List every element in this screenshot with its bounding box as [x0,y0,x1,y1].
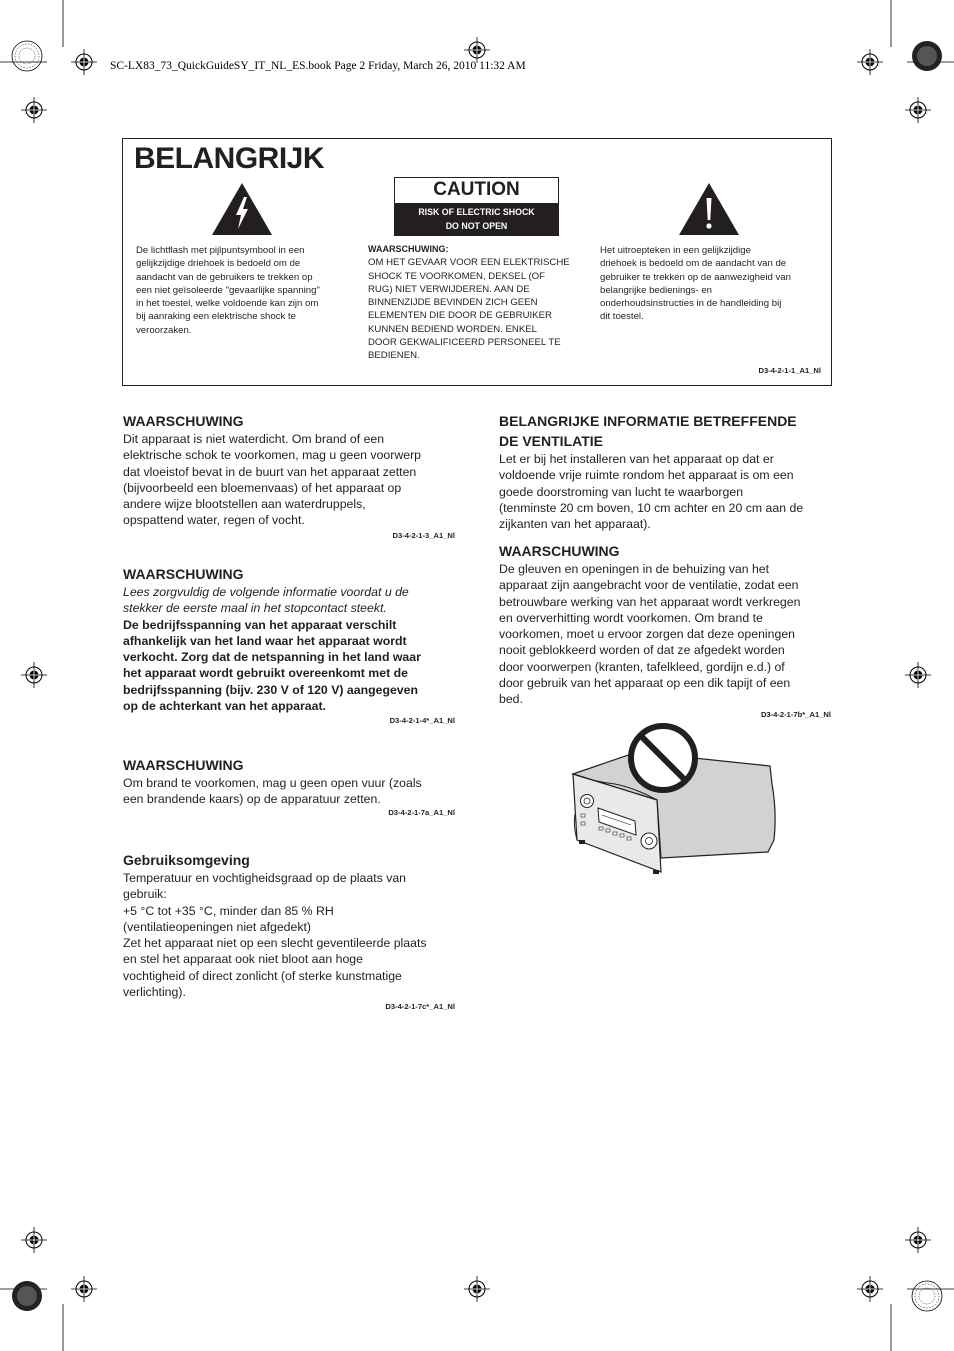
section-intro: Lees zorgvuldig de volgende informatie voordat u de stekker de eerste maal in het stopcontact steekt. [123,585,409,616]
section-body: Om brand te voorkomen, mag u geen open vuur (zoals een brandende kaars) op de apparatuur zetten. [123,776,422,807]
section-ventilation-info [499,411,831,532]
caution-label [394,177,559,236]
section-environment [123,850,455,1011]
lightning-explanation: De lichtflash met pijlpuntsymbool in een gelijkzijdige driehoek is bedoeld om de aandacht van de gebruikers te trekken op een niet geïsoleerde "gevaarlijke spanning" in het toestel, welke voldoende kan zijn om bij aanraking een elektrische shock te veroorzaken. [136,245,320,336]
section-body: Temperatuur en vochtigheidsgraad op de plaats van gebruik: +5 °C tot +35 °C, minder dan 85 % RH (ventilatieopeningen niet afgedekt) Zet het apparaat niet op een slecht geventileerde plaats en stel het apparaat ook niet bloot aan hoge vochtigheid of direct zonlicht (of sterke kunstmatige verlichting). [123,871,427,1000]
section-heading: BELANGRIJKE INFORMATIE BETREFFENDE DE VENTILATIE [499,413,797,449]
caution-title: CAUTION [433,179,520,200]
caution-subtitle [395,203,558,235]
caution-line-2: DO NOT OPEN [445,221,508,231]
reference-code: D3-4-2-1-4*_A1_Nl [389,716,455,726]
covered-receiver-illustration [565,722,835,902]
section-body: De gleuven en openingen in de behuizing van het apparaat zijn aangebracht voor de ventilatie, zodat een betrouwbare werking van het apparaat wordt verkregen en oververhitting wordt voorkomen. Om brand te voorkomen, moet u ervoor zorgen dat deze openingen nooit geblokkeerd worden of dat ze afgedekt worden door voorwerpen (kranten, tafelkleed, gordijn e.d.) of door gebruik van het apparaat op een dik tapijt of een bed. [499,562,801,707]
reference-code: D3-4-2-1-3_A1_Nl [392,530,455,540]
exclamation-explanation: Het uitroepteken in een gelijkzijdige driehoek is bedoeld om de aandacht van de gebruiker te trekken op de aanwezigheid van belangrijke bedienings- en onderhoudsinstructies in de handleiding bij dit toestel. [600,245,791,323]
section-body: Dit apparaat is niet waterdicht. Om brand of een elektrische schok te voorkomen, mag u geen voorwerp dat vloeistof bevat in de buurt van het apparaat zetten (bijvoorbeeld een bloemenvaas) of het apparaat op andere wijze blootstellen aan waterdruppels, opspattend water, regen of vocht. [123,432,422,528]
reference-code: D3-4-2-1-7b*_A1_Nl [760,709,831,719]
section-body: De bedrijfsspanning van het apparaat verschilt afhankelijk van het land waar het apparaat wordt verkocht. Zorg dat de netspanning in het land waar het apparaat wordt gebruikt overeenkomt met de bedrijfsspanning (bijv. 230 V of 120 V) aangegeven op de achterkant van het apparaat. [123,617,421,714]
section-water-warning [123,411,455,540]
section-openings-warning [499,541,831,719]
reference-code: D3-4-2-1-7c*_A1_Nl [385,1002,455,1012]
shock-warning-heading: WAARSCHUWING: [368,244,449,254]
section-heading: WAARSCHUWING [499,543,620,559]
section-fire-warning [123,755,455,817]
caution-line-1: RISK OF ELECTRIC SHOCK [418,207,535,217]
reference-code: D3-4-2-1-1_A1_Nl [758,366,821,375]
page-title: BELANGRIJK [134,142,325,175]
shock-warning-text: WAARSCHUWING: OM HET GEVAAR VOOR EEN ELEKTRISCHE SHOCK TE VOORKOMEN, DEKSEL (OF RUG) NIET VERWIJDEREN. AAN DE BINNENZIJDE BEVINDEN ZICH GEEN ELEMENTEN DIE DOOR DE GEBRUIKER KUNNEN BEDIEND WORDEN. ENKEL DOOR GEKWALIFICEERD PERSONEEL TE BEDIENEN. [368,243,588,363]
section-heading: WAARSCHUWING [123,413,244,429]
prohibited-sign-icon [631,726,695,790]
section-body: Let er bij het installeren van het apparaat op dat er voldoende vrije ruimte rondom het apparaat is om een goede doorstroming van lucht te waarborgen (tenminste 20 cm boven, 10 cm achter en 20 cm aan de zijkanten van het apparaat). [499,452,804,532]
lightning-triangle-icon [210,181,274,237]
file-header-line: SC-LX83_73_QuickGuideSY_IT_NL_ES.book Page 2 Friday, March 26, 2010 11:32 AM [110,60,526,72]
section-heading: Gebruiksomgeving [123,852,250,868]
section-heading: WAARSCHUWING [123,566,244,582]
section-heading: WAARSCHUWING [123,757,244,773]
exclamation-triangle-icon [677,181,741,237]
reference-code: D3-4-2-1-7a_A1_Nl [388,807,455,817]
section-voltage-warning [123,564,455,725]
